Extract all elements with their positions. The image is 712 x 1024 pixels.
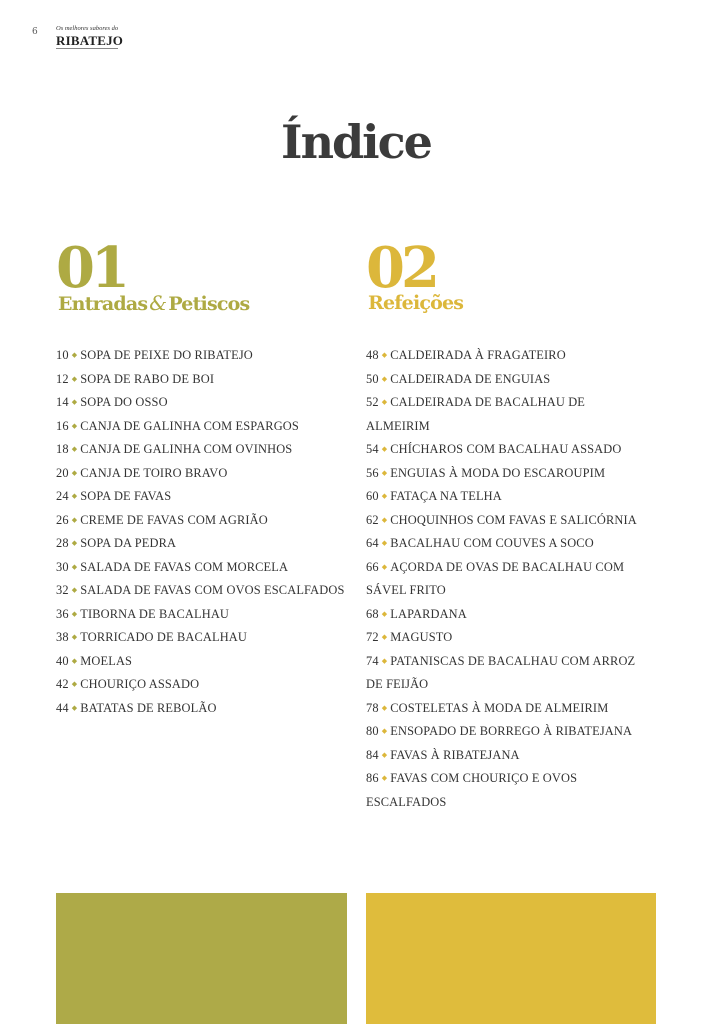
toc-page-number: 80 <box>366 724 379 738</box>
toc-page-number: 14 <box>56 395 69 409</box>
toc-recipe-name: CALDEIRADA DE ENGUIAS <box>390 371 551 386</box>
toc-page-number: 20 <box>56 465 69 480</box>
toc-page-number: 56 <box>366 465 379 480</box>
toc-recipe-name: LAPARDANA <box>390 606 467 621</box>
toc-recipe-name: TORRICADO DE BACALHAU <box>80 630 248 644</box>
toc-recipe-name: AÇORDA DE OVAS DE BACALHAU COM SÁVEL FRITO <box>366 559 625 597</box>
toc-page-number: 62 <box>366 512 379 527</box>
ampersand: & <box>149 291 167 315</box>
toc-item[interactable] <box>366 697 646 721</box>
toc-recipe-name: PATANISCAS DE BACALHAU COM ARROZ DE FEIJÃO <box>366 653 636 691</box>
bullet-diamond-icon: ◆ <box>381 398 388 406</box>
bullet-diamond-icon: ◆ <box>381 774 388 782</box>
toc-item[interactable] <box>366 391 646 438</box>
toc-recipe-name: SOPA DA PEDRA <box>80 536 177 550</box>
color-block-right <box>366 893 656 1024</box>
toc-recipe-name: CREME DE FAVAS COM AGRIÃO <box>80 512 268 527</box>
toc-item[interactable] <box>56 438 346 462</box>
toc-recipe-name: MOELAS <box>80 653 133 668</box>
toc-page-number: 16 <box>56 418 69 433</box>
toc-item[interactable] <box>56 509 346 533</box>
bullet-diamond-icon: ◆ <box>71 609 78 618</box>
section-number: 02 <box>366 235 436 301</box>
bullet-diamond-icon: ◆ <box>71 562 78 571</box>
toc-item[interactable] <box>56 556 346 580</box>
toc-item[interactable] <box>56 462 346 486</box>
toc-item[interactable] <box>56 579 346 603</box>
toc-recipe-name: CANJA DE GALINHA COM OVINHOS <box>80 442 293 456</box>
section-refeicoes <box>366 235 656 314</box>
toc-item[interactable] <box>56 415 346 439</box>
bullet-diamond-icon: ◆ <box>71 351 78 359</box>
bullet-diamond-icon: ◆ <box>71 398 78 406</box>
toc-item[interactable] <box>56 697 346 721</box>
toc-page-number: 72 <box>366 630 379 644</box>
bullet-diamond-icon: ◆ <box>381 562 388 571</box>
toc-recipe-name: BATATAS DE REBOLÃO <box>80 700 217 715</box>
logo-wordmark: RIBATEJO <box>56 32 124 48</box>
bullet-diamond-icon: ◆ <box>381 515 388 524</box>
toc-page-number: 12 <box>56 371 69 386</box>
toc-page-number: 18 <box>56 442 69 456</box>
toc-recipe-name: ENGUIAS À MODA DO ESCAROUPIM <box>390 465 606 480</box>
toc-recipe-name: CALDEIRADA DE BACALHAU DE ALMEIRIM <box>366 395 586 433</box>
section-title <box>368 292 656 314</box>
toc-item[interactable] <box>366 650 646 697</box>
toc-page-number: 86 <box>366 771 379 785</box>
page-number: 6 <box>32 27 38 37</box>
toc-item[interactable] <box>366 532 646 556</box>
toc-item[interactable] <box>366 438 646 462</box>
section-entradas-petiscos <box>56 235 346 315</box>
toc-page-number: 38 <box>56 630 69 644</box>
bullet-diamond-icon: ◆ <box>71 492 78 500</box>
toc-item[interactable] <box>366 485 646 509</box>
toc-list-refeicoes <box>366 344 646 814</box>
toc-page-number: 26 <box>56 512 69 527</box>
toc-recipe-name: SOPA DE PEIXE DO RIBATEJO <box>80 348 253 362</box>
toc-recipe-name: CALDEIRADA À FRAGATEIRO <box>390 348 566 362</box>
section-title-part-b: Petiscos <box>168 293 250 315</box>
toc-item[interactable] <box>56 485 346 509</box>
bullet-diamond-icon: ◆ <box>71 586 78 594</box>
toc-page-number: 42 <box>56 677 69 691</box>
bullet-diamond-icon: ◆ <box>71 539 78 547</box>
toc-item[interactable] <box>366 462 646 486</box>
bullet-diamond-icon: ◆ <box>381 374 388 383</box>
toc-page-number: 84 <box>366 747 379 762</box>
toc-item[interactable] <box>366 744 646 768</box>
toc-recipe-name: CHÍCHAROS COM BACALHAU ASSADO <box>390 442 622 456</box>
bullet-diamond-icon: ◆ <box>71 703 78 712</box>
toc-item[interactable] <box>56 391 346 415</box>
color-block-left <box>56 893 347 1024</box>
bullet-diamond-icon: ◆ <box>381 609 388 618</box>
toc-page-number: 74 <box>366 653 379 668</box>
section-number: 01 <box>56 235 126 301</box>
bullet-diamond-icon: ◆ <box>381 468 388 477</box>
toc-list-entradas <box>56 344 346 720</box>
toc-item[interactable] <box>56 626 346 650</box>
toc-recipe-name: MAGUSTO <box>390 630 453 644</box>
bullet-diamond-icon: ◆ <box>71 515 78 524</box>
toc-recipe-name: CHOQUINHOS COM FAVAS E SALICÓRNIA <box>390 512 637 527</box>
bullet-diamond-icon: ◆ <box>381 703 388 712</box>
toc-page-number: 54 <box>366 442 379 456</box>
toc-item[interactable] <box>366 603 646 627</box>
toc-recipe-name: FAVAS COM CHOURIÇO E OVOS ESCALFADOS <box>366 771 578 809</box>
toc-recipe-name: TIBORNA DE BACALHAU <box>80 606 230 621</box>
bullet-diamond-icon: ◆ <box>71 680 78 688</box>
toc-page-number: 30 <box>56 559 69 574</box>
bullet-diamond-icon: ◆ <box>381 656 388 665</box>
bullet-diamond-icon: ◆ <box>381 539 388 547</box>
toc-recipe-name: SALADA DE FAVAS COM OVOS ESCALFADOS <box>80 583 345 597</box>
bullet-diamond-icon: ◆ <box>71 633 78 641</box>
bullet-diamond-icon: ◆ <box>381 351 388 359</box>
bullet-diamond-icon: ◆ <box>381 445 388 453</box>
toc-item[interactable] <box>366 720 646 744</box>
bullet-diamond-icon: ◆ <box>71 468 78 477</box>
toc-item[interactable] <box>56 344 346 368</box>
toc-item[interactable] <box>366 344 646 368</box>
toc-recipe-name: SOPA DO OSSO <box>80 395 168 409</box>
toc-item[interactable] <box>366 509 646 533</box>
toc-recipe-name: COSTELETAS À MODA DE ALMEIRIM <box>390 700 609 715</box>
section-title-part-a: Refeições <box>368 292 464 314</box>
toc-page-number: 44 <box>56 700 69 715</box>
toc-page-number: 40 <box>56 653 69 668</box>
toc-recipe-name: FAVAS À RIBATEJANA <box>390 747 520 762</box>
toc-item[interactable] <box>56 673 346 697</box>
toc-page-number: 50 <box>366 371 379 386</box>
toc-page-number: 24 <box>56 489 69 503</box>
bullet-diamond-icon: ◆ <box>71 421 78 430</box>
toc-recipe-name: SOPA DE FAVAS <box>80 489 172 503</box>
toc-item[interactable] <box>56 532 346 556</box>
bullet-diamond-icon: ◆ <box>381 492 388 500</box>
section-title <box>58 292 346 315</box>
logo-underline <box>56 48 118 49</box>
toc-page-number: 52 <box>366 395 379 409</box>
toc-recipe-name: SOPA DE RABO DE BOI <box>80 371 215 386</box>
bullet-diamond-icon: ◆ <box>381 727 388 735</box>
toc-item[interactable] <box>56 650 346 674</box>
publication-logo <box>56 25 124 49</box>
page-title: Índice <box>281 115 431 169</box>
toc-page-number: 78 <box>366 700 379 715</box>
bullet-diamond-icon: ◆ <box>381 750 388 759</box>
bullet-diamond-icon: ◆ <box>71 445 78 453</box>
toc-recipe-name: BACALHAU COM COUVES A SOCO <box>390 536 594 550</box>
bullet-diamond-icon: ◆ <box>71 656 78 665</box>
toc-page-number: 60 <box>366 489 379 503</box>
bullet-diamond-icon: ◆ <box>381 633 388 641</box>
toc-page-number: 36 <box>56 606 69 621</box>
toc-page-number: 64 <box>366 536 379 550</box>
toc-recipe-name: FATAÇA NA TELHA <box>390 489 502 503</box>
toc-item[interactable] <box>366 556 646 603</box>
toc-item[interactable] <box>366 626 646 650</box>
logo-tagline: Os melhores sabores do <box>56 25 119 32</box>
bullet-diamond-icon: ◆ <box>71 374 78 383</box>
toc-page-number: 68 <box>366 606 379 621</box>
toc-recipe-name: CANJA DE GALINHA COM ESPARGOS <box>80 418 299 433</box>
toc-recipe-name: CHOURIÇO ASSADO <box>80 677 200 691</box>
toc-item[interactable] <box>366 368 646 392</box>
toc-item[interactable] <box>56 603 346 627</box>
toc-page-number: 28 <box>56 536 69 550</box>
toc-recipe-name: CANJA DE TOIRO BRAVO <box>80 465 228 480</box>
toc-recipe-name: SALADA DE FAVAS COM MORCELA <box>80 559 289 574</box>
toc-page-number: 66 <box>366 559 379 574</box>
toc-recipe-name: ENSOPADO DE BORREGO À RIBATEJANA <box>390 724 633 738</box>
section-title-part-a: Entradas <box>58 293 148 315</box>
toc-page-number: 32 <box>56 583 69 597</box>
toc-page-number: 10 <box>56 348 69 362</box>
toc-page-number: 48 <box>366 348 379 362</box>
toc-item[interactable] <box>56 368 346 392</box>
toc-item[interactable] <box>366 767 646 814</box>
